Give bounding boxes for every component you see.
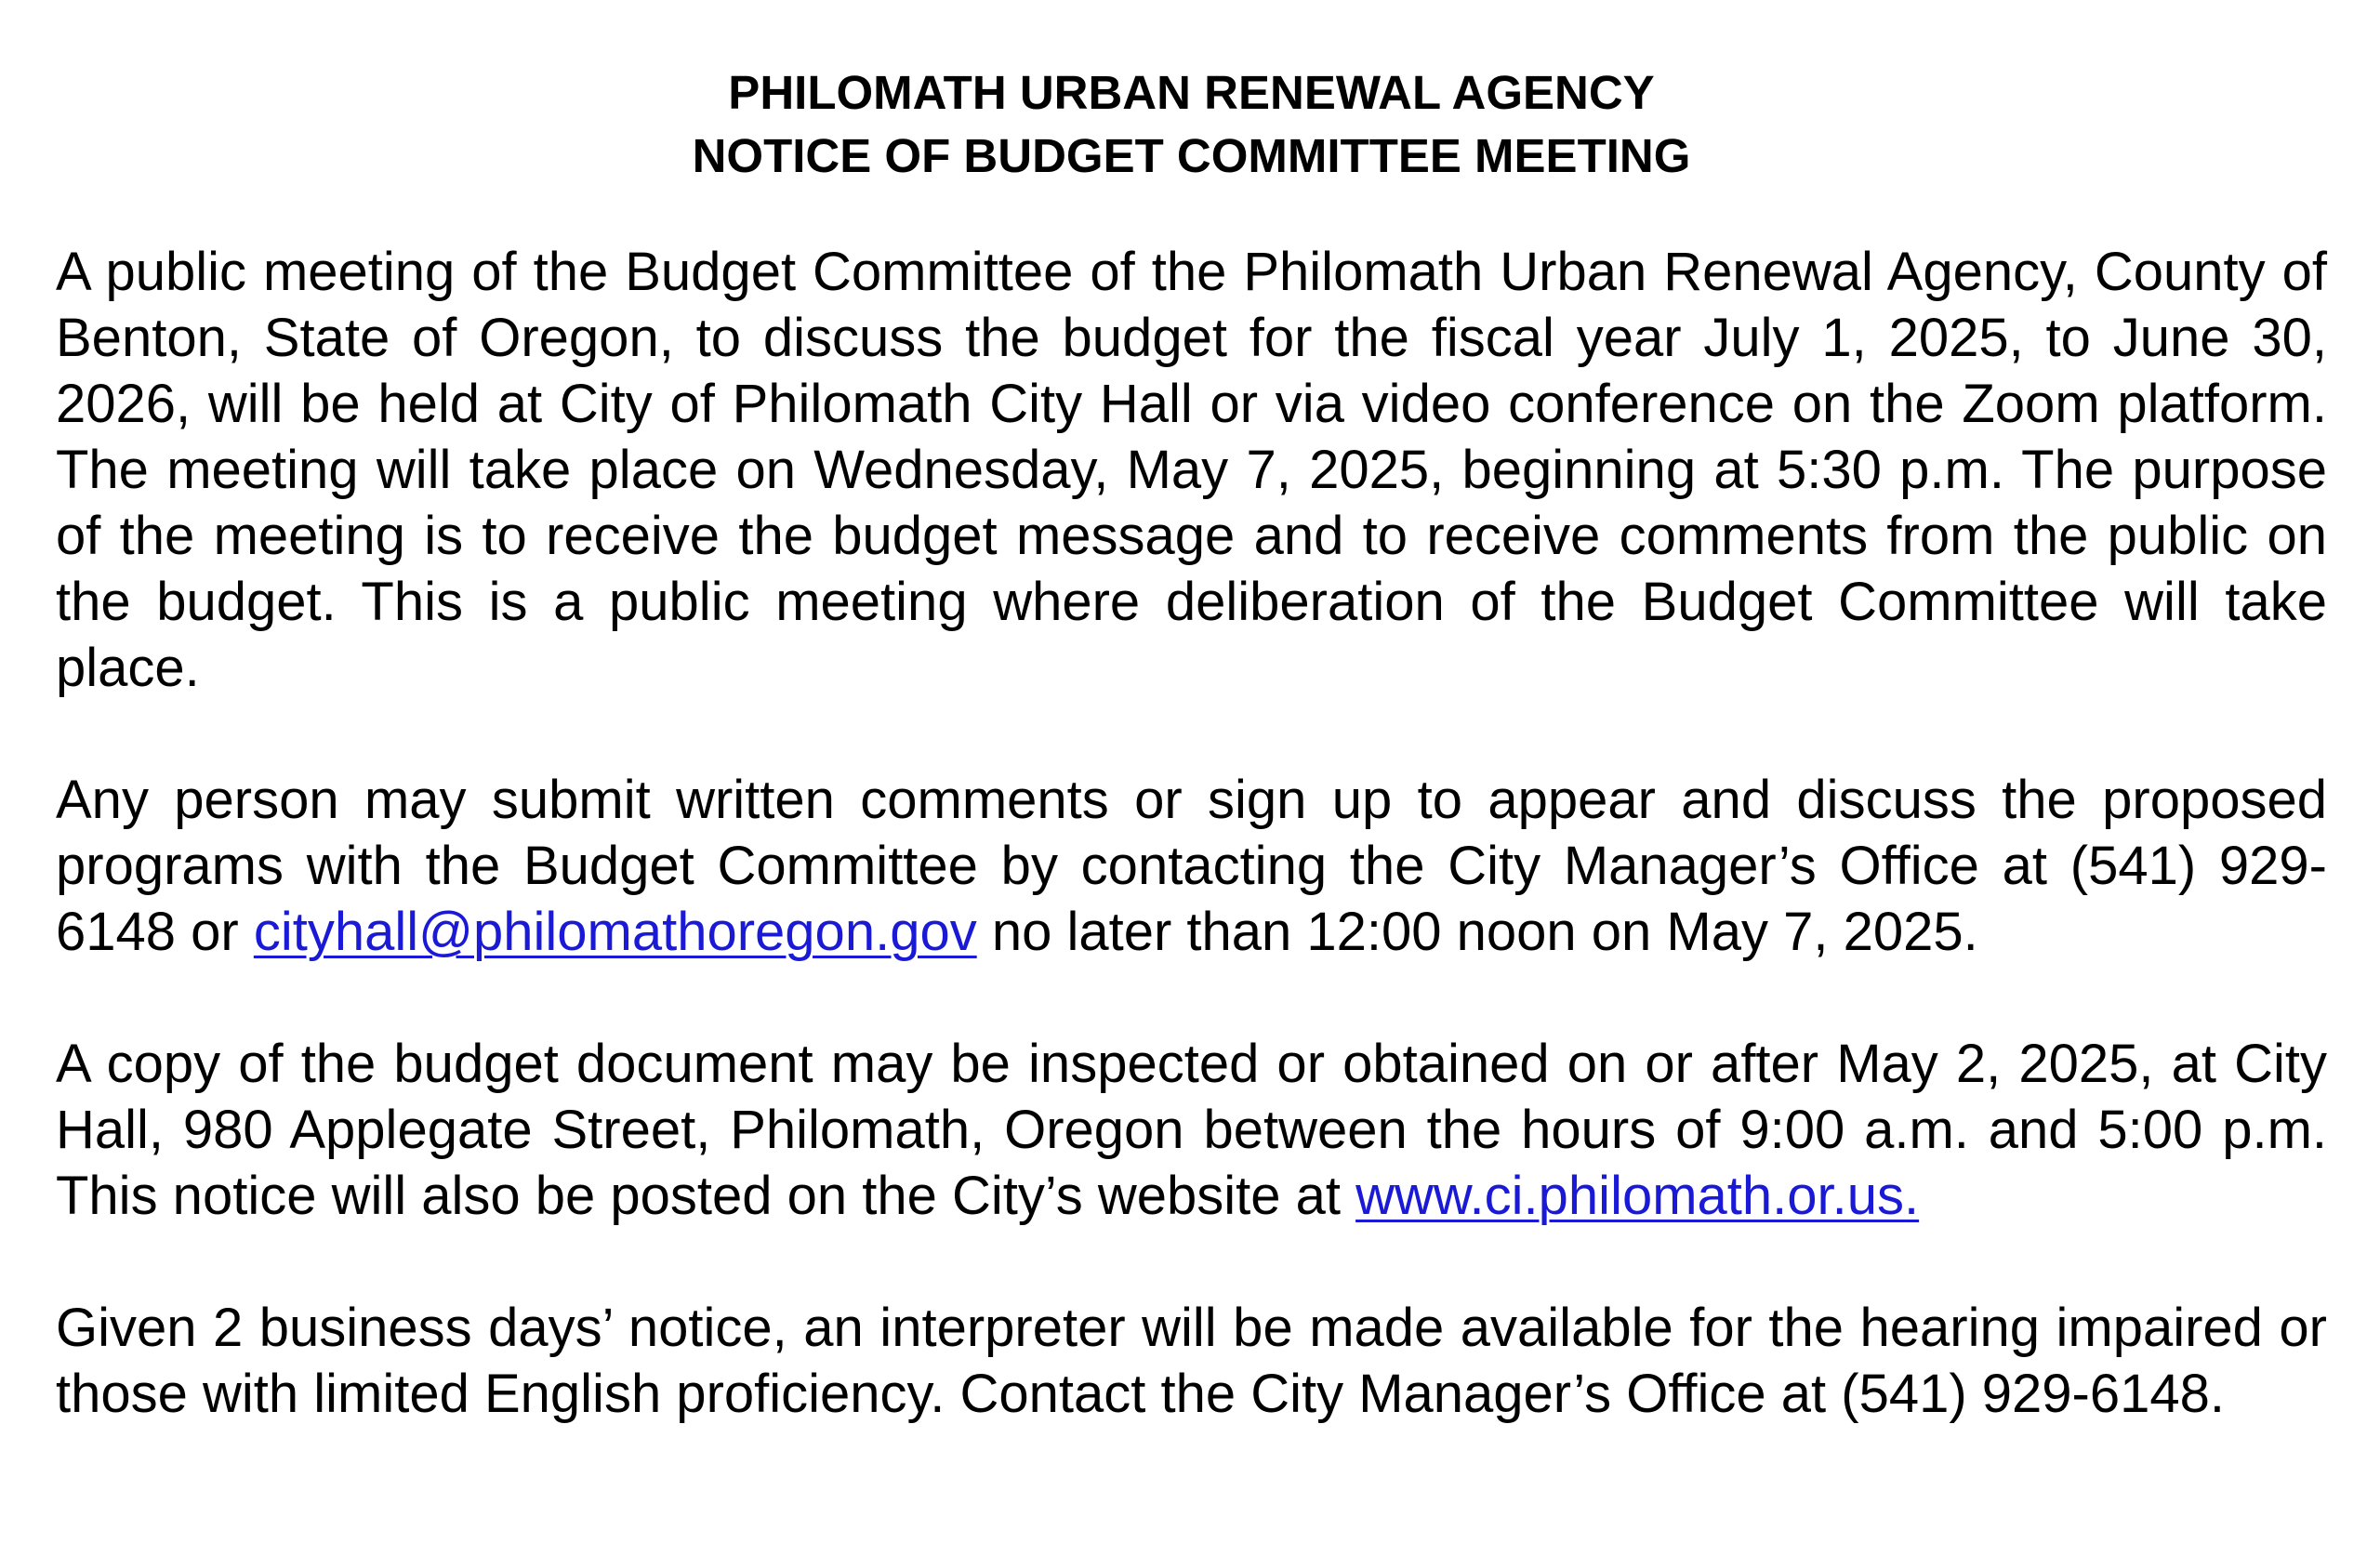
notice-title: NOTICE OF BUDGET COMMITTEE MEETING [692, 129, 1691, 182]
interpreter-paragraph: Given 2 business days’ notice, an interpreter will be made available for the hearing impaired or those with limited English proficiency. Contact the City Manager’s Office at (541) 929-6148. [56, 1298, 2327, 1424]
website-link-period: . [1904, 1166, 1920, 1226]
comments-paragraph [56, 767, 2327, 965]
comments-text-after: no later than 12:00 noon on May 7, 2025. [976, 902, 1978, 962]
notice-document [56, 61, 2327, 1427]
website-link[interactable]: www.ci.philomath.or.us [1355, 1166, 1905, 1226]
email-link[interactable]: cityhall@philomathoregon.gov [253, 902, 977, 962]
agency-title: PHILOMATH URBAN RENEWAL AGENCY [728, 66, 1655, 119]
copy-text-before: A copy of the budget document may be inspected or obtained on or after May 2, 2025, at City Hall, 980 Applegate Street, Philomath, Oregon between the hours of 9:00 a.m. and 5:00 p.m. This notice will also be posted on the City’s website at [56, 1034, 2327, 1226]
meeting-paragraph: A public meeting of the Budget Committee of the Philomath Urban Renewal Agency, County of Benton, State of Oregon, to discuss the budget for the fiscal year July 1, 2025, to June 30, 2026, will be held at City of Philomath City Hall or via video conference on the Zoom platform. The meeting will take place on Wednesday, May 7, 2025, beginning at 5:30 p.m. The purpose of the meeting is to receive the budget message and to receive comments from the public on the budget. This is a public meeting where deliberation of the Budget Committee will take place. [56, 242, 2327, 698]
budget-copy-paragraph [56, 1031, 2327, 1229]
comments-text-before: Any person may submit written comments or sign up to appear and discuss the proposed programs with the Budget Committee by contacting the City Manager’s Office at (541) 929-6148 or [56, 770, 2327, 962]
